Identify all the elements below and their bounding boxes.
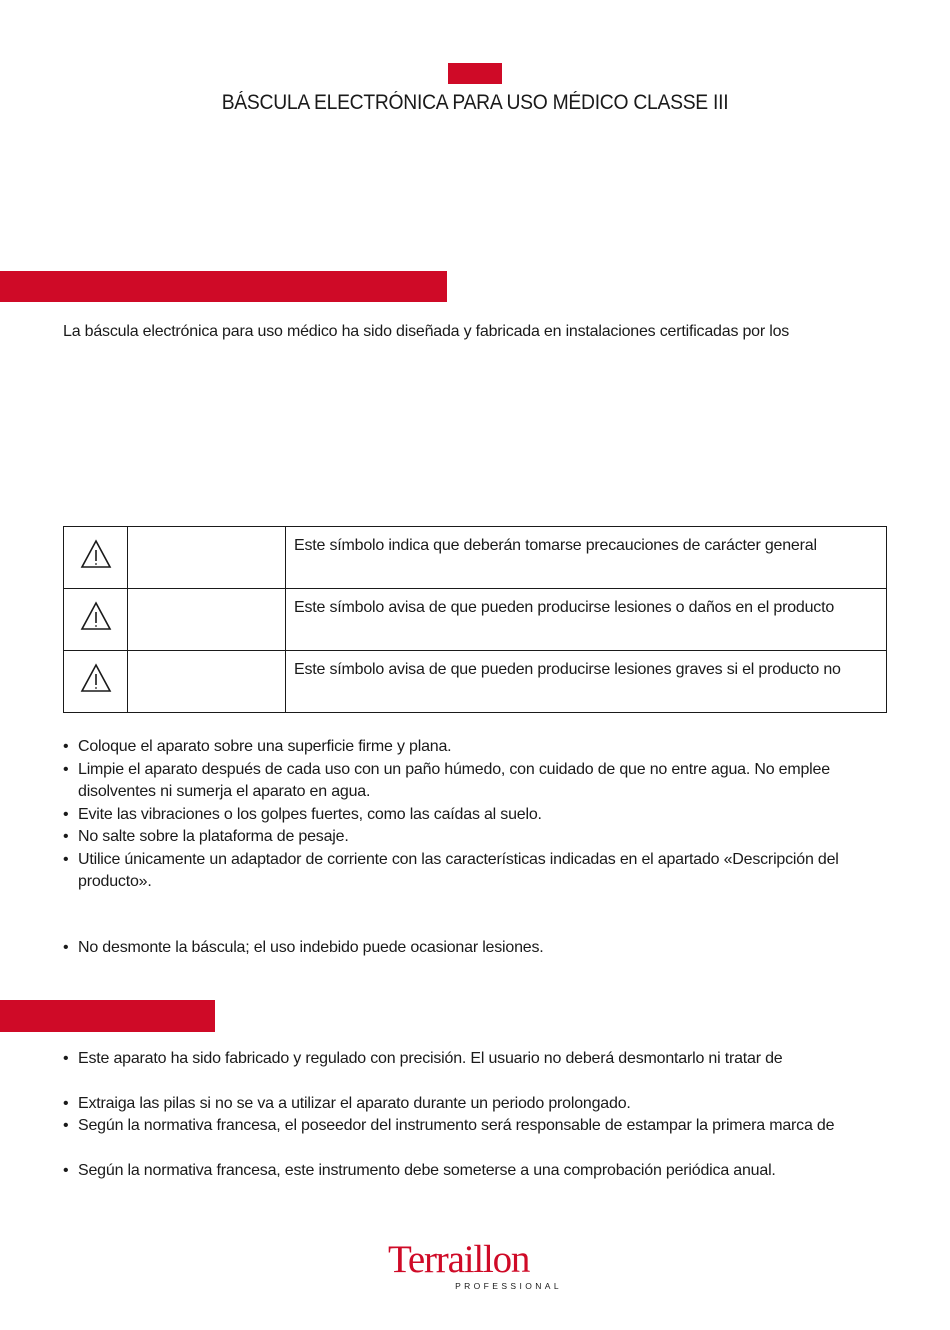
table-row [64, 651, 887, 713]
list-item: • Utilice únicamente un adaptador de corriente con las características indicadas en el apartado «Descripción del producto». [63, 849, 886, 894]
list-item: • Evite las vibraciones o los golpes fuertes, como las caídas al suelo. [63, 804, 886, 827]
warning-triangle-icon [79, 600, 113, 632]
disassembly-warning-list [63, 937, 886, 960]
table-row [64, 527, 887, 589]
list-item: • No desmonte la báscula; el uso indebido puede ocasionar lesiones. [63, 937, 886, 960]
table-row [64, 589, 887, 651]
terraillon-logo [388, 1240, 564, 1292]
symbol-label-cell [128, 589, 286, 651]
logo-brand: Terraillon [388, 1238, 530, 1281]
list-item: • Según la normativa francesa, este instrumento debe someterse a una comprobación periódica anual. [63, 1160, 886, 1183]
precautions-list [63, 736, 886, 894]
icon-cell [64, 589, 128, 651]
document-title: BÁSCULA ELECTRÓNICA PARA USO MÉDICO CLASSE III [221, 91, 729, 114]
warning-triangle-icon [79, 662, 113, 694]
warning-triangle-icon [79, 538, 113, 570]
list-item: • Coloque el aparato sobre una superficie firme y plana. [63, 736, 886, 759]
list-item: • Este aparato ha sido fabricado y regulado con precisión. El usuario no deberá desmontarlo ni tratar de [63, 1048, 886, 1071]
icon-cell [64, 527, 128, 589]
symbol-label-cell [128, 527, 286, 589]
list-item: • Limpie el aparato después de cada uso con un paño húmedo, con cuidado de que no entre agua. No emplee disolventes ni sumerja el aparato en agua. [63, 759, 886, 804]
icon-cell [64, 651, 128, 713]
list-item: • No salte sobre la plataforma de pesaje. [63, 826, 886, 849]
symbol-description: Este símbolo avisa de que pueden producirse lesiones o daños en el producto [286, 589, 887, 651]
header-red-marker [448, 63, 502, 84]
logo-subtitle: PROFESSIONAL [455, 1281, 562, 1291]
spacer [63, 1138, 886, 1160]
list-item: • Extraiga las pilas si no se va a utilizar el aparato durante un periodo prolongado. [63, 1093, 886, 1116]
section-header-band [0, 271, 447, 302]
intro-paragraph: La báscula electrónica para uso médico ha sido diseñada y fabricada en instalaciones certificadas por los [63, 323, 790, 340]
section-header-band [0, 1000, 215, 1032]
warning-symbols-table [63, 526, 887, 713]
symbol-description: Este símbolo indica que deberán tomarse precauciones de carácter general [286, 527, 887, 589]
maintenance-list [63, 1048, 886, 1182]
list-item: • Según la normativa francesa, el poseedor del instrumento será responsable de estampar la primera marca de [63, 1115, 886, 1138]
symbol-description: Este símbolo avisa de que pueden producirse lesiones graves si el producto no [286, 651, 887, 713]
spacer [63, 1071, 886, 1093]
symbol-label-cell [128, 651, 286, 713]
